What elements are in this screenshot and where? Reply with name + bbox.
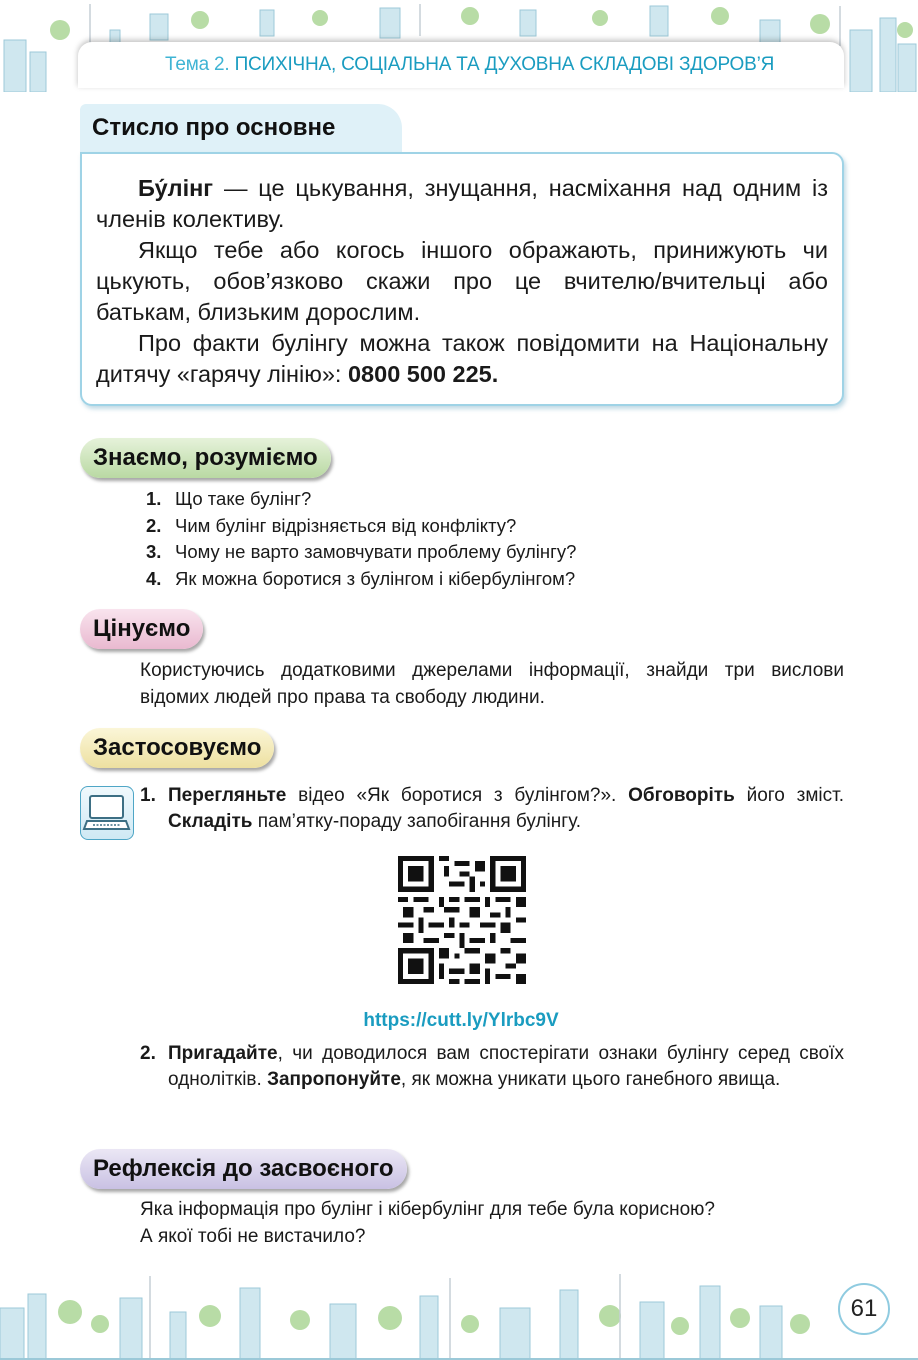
reflection-text: Яка інформація про булінг і кібербулінг для тебе була корисною? А якої тобі не вистачило? [140,1199,715,1247]
section-heading-apply: Застосовуємо [80,728,274,768]
summary-definition: Бу́лінг — це цькування, знущання, насміхання над одним із членів колективу. [96,175,828,232]
computer-monitor-icon [80,786,134,840]
list-item: 3. Чому не варто замовчувати проблему булінгу? [146,541,577,562]
hotline-phone: 0800 500 225. [347,361,499,387]
summary-advice: Якщо тебе або когось іншого ображають, принижують чи цькують, обов’язково скажи про це вчителю/вчительці або батькам, близьким дорослим. [96,237,828,325]
list-item: 2. Чим булінг відрізняється від конфлікту? [146,514,517,536]
qr-code-icon[interactable] [398,856,526,984]
city-skyline-decoration-bottom [0,1268,918,1360]
value-task-text: Користуючись додатковими джерелами інформації, знайди три вислови відомих людей про права та свободу людини. [140,660,844,708]
section-heading-reflection: Рефлексія до засвоєного [80,1149,407,1189]
summary-hotline: Про факти булінгу можна також повідомити на Національну дитячу «гарячу лінію»: 0800 500 225. [96,330,828,387]
term-bullying: Бу́лінг [138,175,214,201]
summary-heading: Стисло про основне [80,104,402,152]
video-link[interactable]: https://cutt.ly/Ylrbc9V [363,1010,559,1031]
task-1: 1. Перегляньте відео «Як боротися з булінгом?». Обговоріть його зміст. Складіть пам’ятку-пораду запобігання булінгу. [140,785,844,832]
section-heading-value: Цінуємо [80,609,203,649]
task-2: 2. Пригадайте, чи доводилося вам спостерігати ознаки булінгу серед своїх однолітків. Запропонуйте, як можна уникати цього ганебного явища. [140,1043,844,1090]
page-number: 61 [838,1283,890,1335]
running-header [165,54,774,76]
list-item: 1. Що таке булінг? [146,488,312,509]
summary-text [96,173,828,390]
header-topic: ПСИХІЧНА, СОЦІАЛЬНА ТА ДУХОВНА СКЛАДОВІ ЗДОРОВ’Я [234,54,775,75]
section-heading-know: Знаємо, розуміємо [80,438,331,478]
question-list [146,486,576,592]
header-tema: Тема 2. [165,54,230,75]
list-item: 4. Як можна боротися з булінгом і кібербулінгом? [146,567,576,589]
